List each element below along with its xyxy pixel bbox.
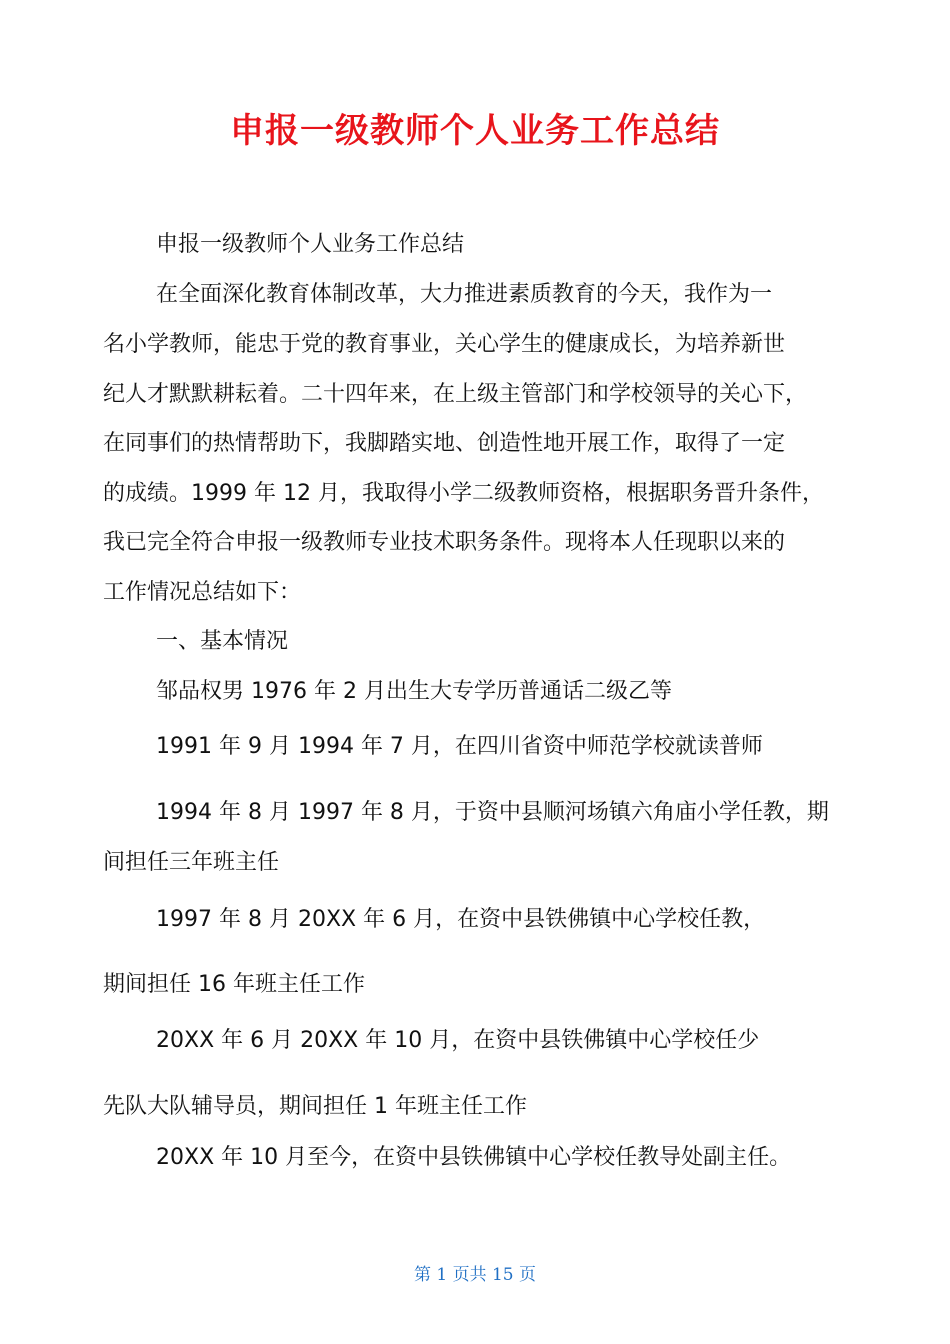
paragraph-line: 1997 年 8 月 20XX 年 6 月，在资中县铁佛镇中心学校任教， [156, 907, 766, 932]
paragraph-line: 工作情况总结如下： [103, 580, 302, 605]
paragraph-line: 在全面深化教育体制改革，大力推进素质教育的今天，我作为一 [156, 282, 773, 307]
paragraph-line: 的成绩。1999 年 12 月，我取得小学二级教师资格，根据职务晋升条件， [103, 481, 824, 506]
document-title: 申报一级教师个人业务工作总结 [230, 111, 720, 151]
paragraph-line: 1991 年 9 月 1994 年 7 月，在四川省资中师范学校就读普师 [156, 734, 763, 759]
page-footer: 第 1 页共 15 页 [413, 1265, 537, 1285]
paragraph-line: 在同事们的热情帮助下，我脚踏实地、创造性地开展工作，取得了一定 [103, 431, 786, 456]
paragraph-line: 名小学教师，能忠于党的教育事业，关心学生的健康成长，为培养新世 [103, 332, 786, 357]
paragraph-line: 间担任三年班主任 [103, 850, 280, 875]
paragraph-line: 我已完全符合申报一级教师专业技术职务条件。现将本人任现职以来的 [103, 530, 786, 555]
paragraph-heading-repeat: 申报一级教师个人业务工作总结 [156, 232, 465, 257]
paragraph-line: 20XX 年 6 月 20XX 年 10 月，在资中县铁佛镇中心学校任少 [156, 1028, 760, 1053]
paragraph-line: 1994 年 8 月 1997 年 8 月，于资中县顺河场镇六角庙小学任教，期 [156, 800, 829, 825]
section-heading: 一、基本情况 [156, 629, 289, 654]
paragraph-line: 纪人才默默耕耘着。二十四年来，在上级主管部门和学校领导的关心下， [103, 382, 808, 407]
paragraph-line: 期间担任 16 年班主任工作 [103, 972, 365, 997]
paragraph-line: 先队大队辅导员，期间担任 1 年班主任工作 [103, 1094, 527, 1119]
paragraph-line: 20XX 年 10 月至今，在资中县铁佛镇中心学校任教导处副主任。 [156, 1145, 792, 1170]
paragraph-line: 邹品权男 1976 年 2 月出生大专学历普通话二级乙等 [156, 679, 672, 704]
